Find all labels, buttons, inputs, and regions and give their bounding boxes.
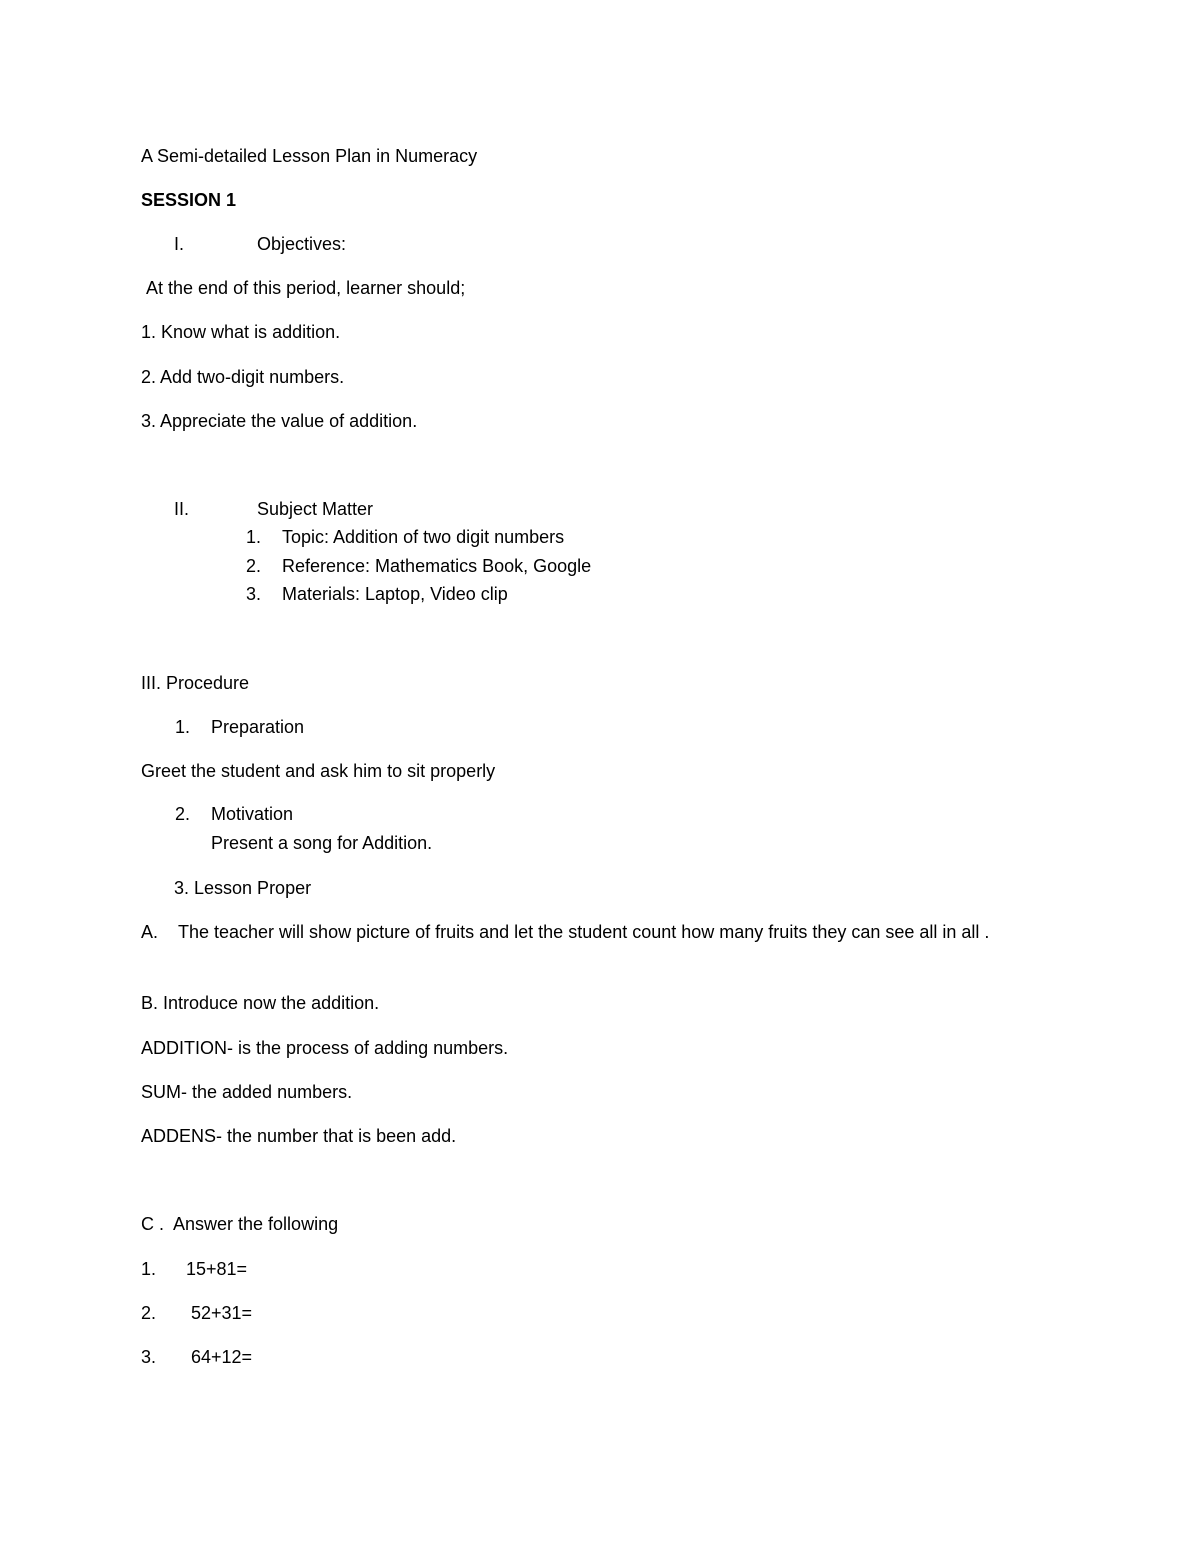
subject-item-number: 2. (246, 556, 262, 576)
exercise-equation: 64+12= (191, 1347, 253, 1367)
motivation-number: 2. (175, 804, 191, 824)
definition-addens: ADDENS- the number that is been add. (141, 1126, 457, 1146)
exercise-number: 1. (141, 1259, 157, 1279)
exercise-equation: 52+31= (191, 1303, 253, 1323)
objectives-intro: At the end of this period, learner should; (146, 278, 466, 298)
step-c-label: C . (141, 1214, 165, 1234)
objective-item: 1. Know what is addition. (141, 322, 341, 342)
motivation-label: Motivation (211, 804, 294, 824)
objective-item: 3. Appreciate the value of addition. (141, 411, 418, 431)
definition-addition: ADDITION- is the process of adding numbers. (141, 1038, 509, 1058)
document-title: A Semi-detailed Lesson Plan in Numeracy (141, 146, 478, 166)
objective-item: 2. Add two-digit numbers. (141, 367, 345, 387)
subject-item-text: Topic: Addition of two digit numbers (282, 527, 565, 547)
procedure-heading: III. Procedure (141, 673, 250, 693)
preparation-text: Greet the student and ask him to sit properly (141, 761, 496, 781)
definition-sum: SUM- the added numbers. (141, 1082, 353, 1102)
motivation-text: Present a song for Addition. (211, 833, 433, 853)
step-b-label: B. (141, 993, 159, 1013)
step-a-text: The teacher will show picture of fruits and let the student count how many fruits they can see all in all . (178, 922, 990, 942)
subject-item-number: 3. (246, 584, 262, 604)
exercise-equation: 15+81= (186, 1259, 248, 1279)
subject-item-text: Materials: Laptop, Video clip (282, 584, 508, 604)
subject-matter-numeral: II. (174, 499, 190, 519)
step-b-text: Introduce now the addition. (163, 993, 380, 1013)
session-heading: SESSION 1 (141, 190, 237, 210)
step-c-text: Answer the following (173, 1214, 339, 1234)
objectives-numeral: I. (174, 234, 185, 254)
subject-matter-heading: Subject Matter (257, 499, 374, 519)
exercise-number: 3. (141, 1347, 157, 1367)
preparation-number: 1. (175, 717, 191, 737)
subject-item-number: 1. (246, 527, 262, 547)
step-a-label: A. (141, 922, 159, 942)
subject-item-text: Reference: Mathematics Book, Google (282, 556, 592, 576)
objectives-heading: Objectives: (257, 234, 347, 254)
exercise-number: 2. (141, 1303, 157, 1323)
lesson-proper-heading: 3. Lesson Proper (174, 878, 312, 898)
preparation-label: Preparation (211, 717, 305, 737)
